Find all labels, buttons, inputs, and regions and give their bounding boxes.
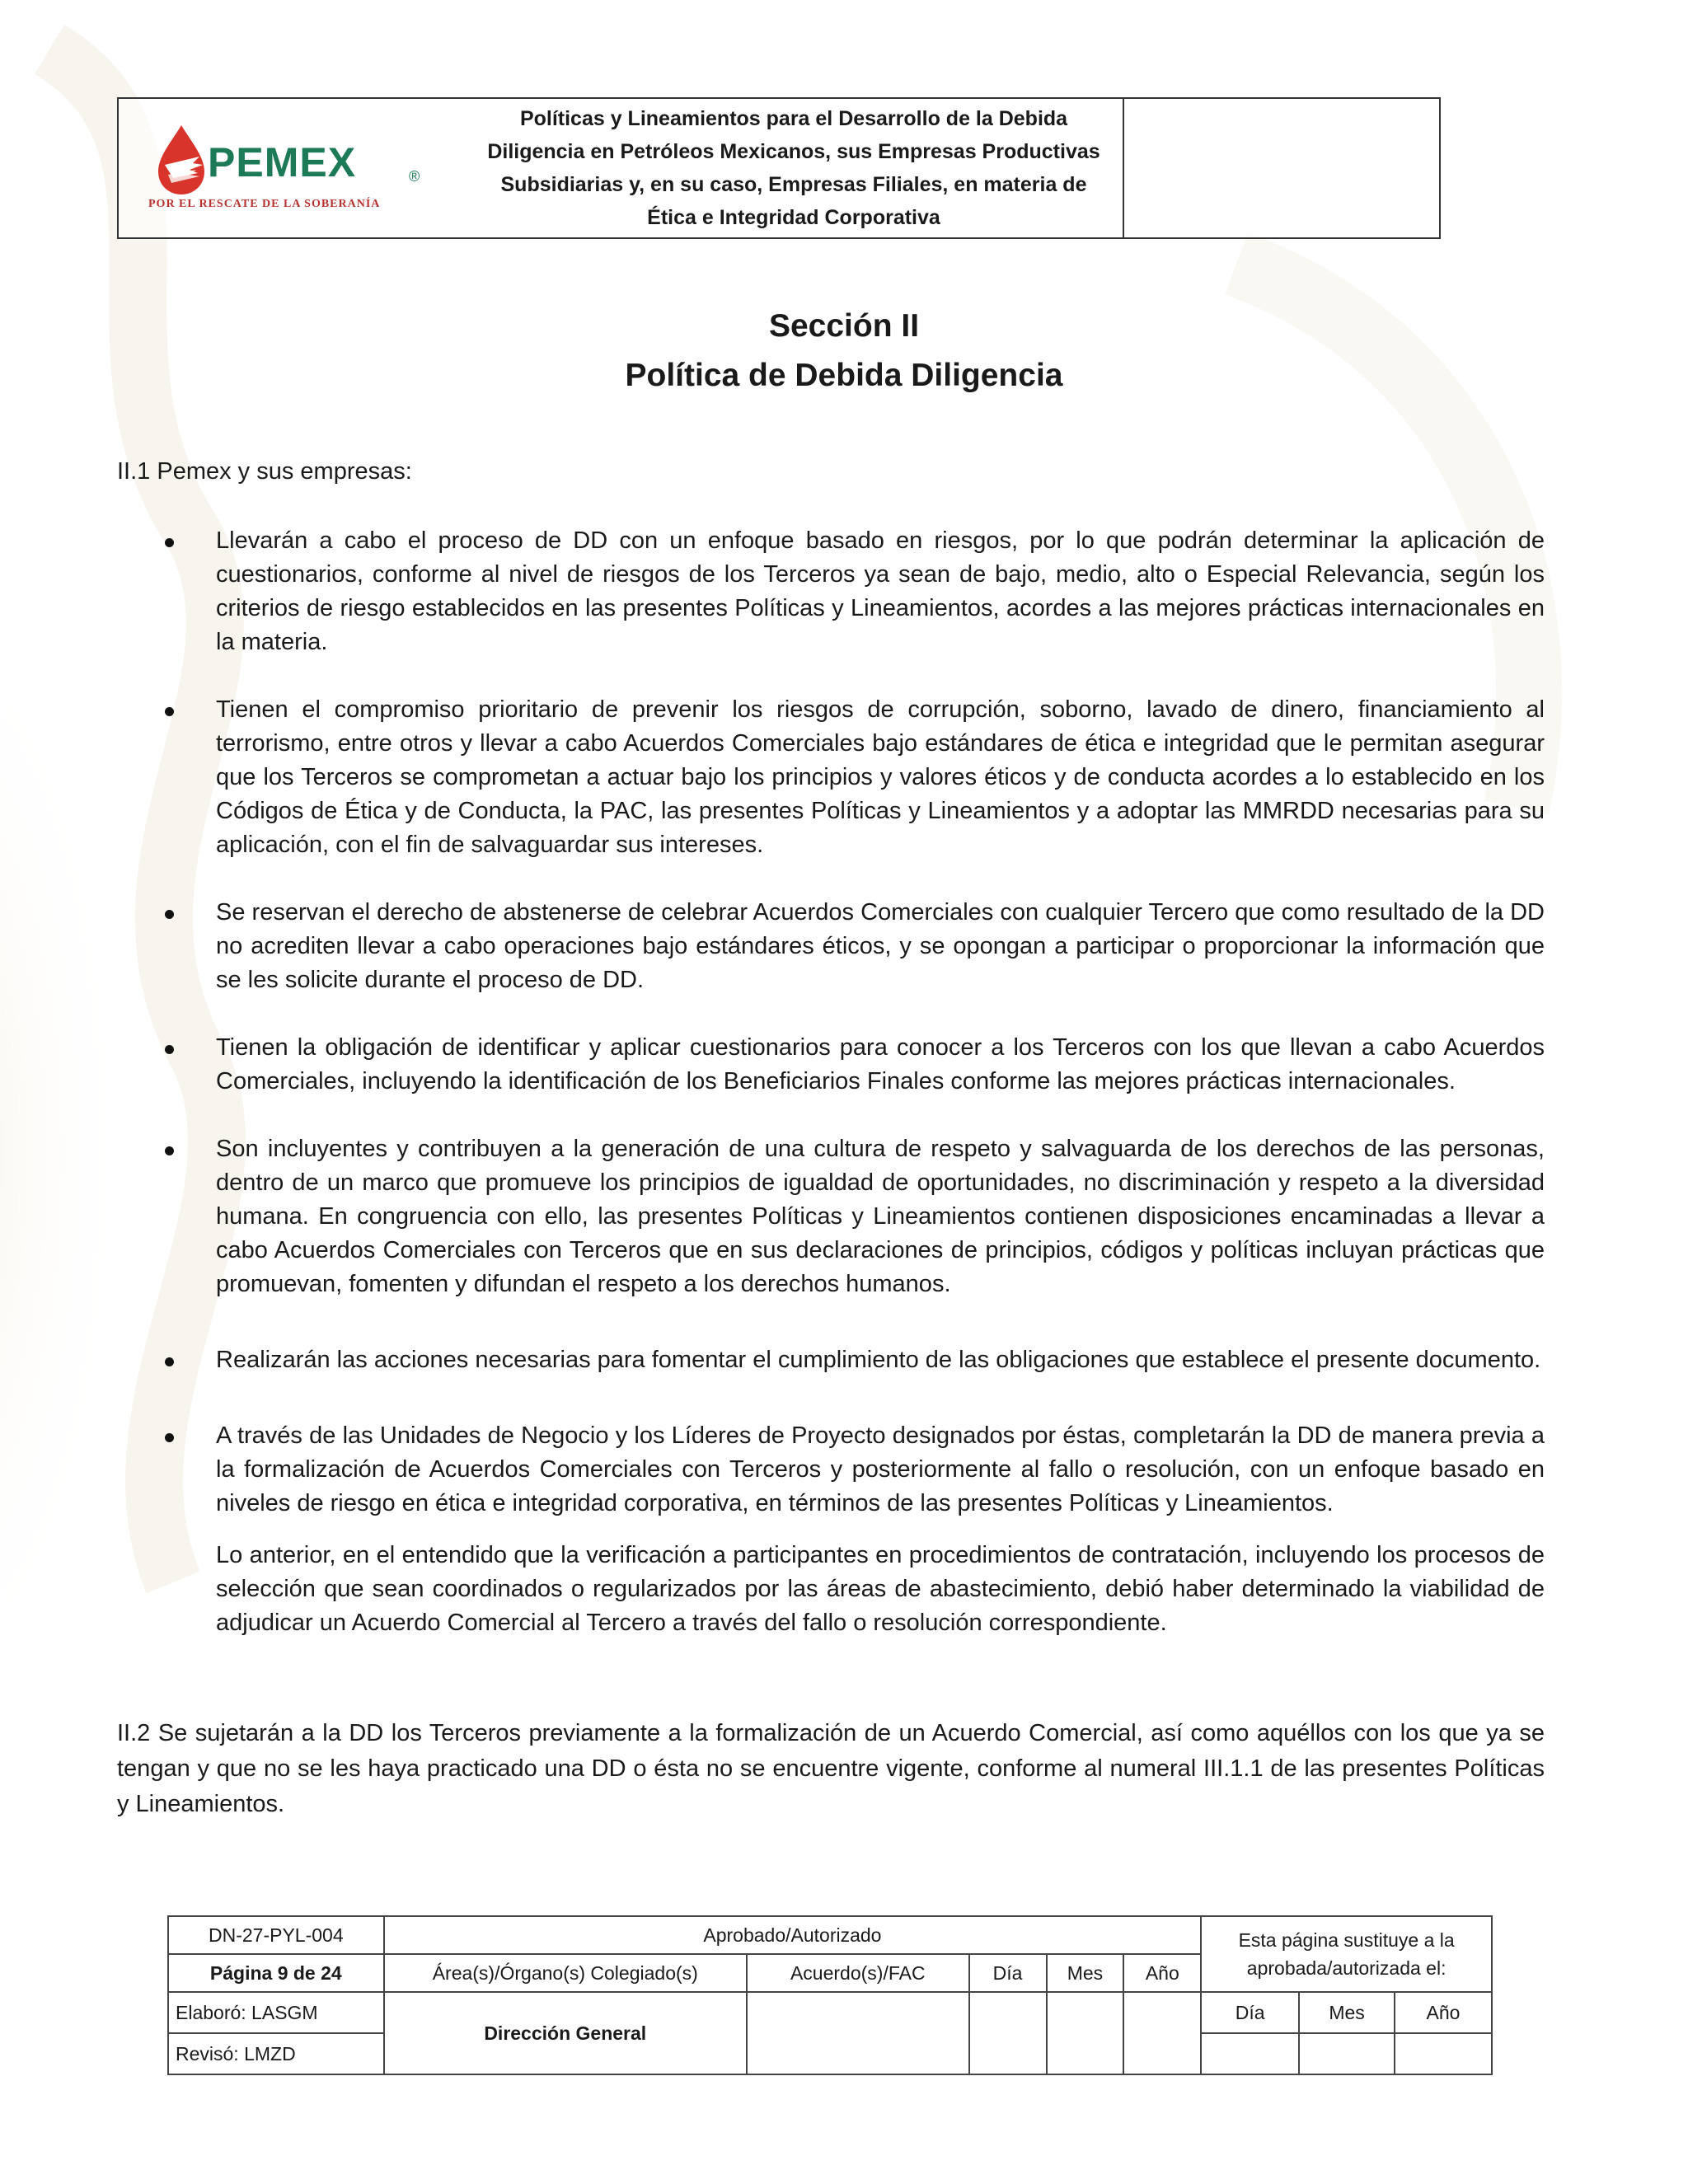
list-item (117, 896, 1545, 997)
doc-code: DN-27-PYL-004 (168, 1916, 384, 1954)
day-cell (969, 1992, 1047, 2074)
list-item-text: Se reservan el derecho de abstenerse de celebrar Acuerdos Comerciales con cualquier Tercero que como resultado de la DD no acrediten llevar a cabo operaciones bajo estándares éticos, y se opongan a participar o proporcionar la información que se les solicite durante el proceso de DD. (216, 899, 1545, 993)
month-cell (1047, 1992, 1124, 2074)
list-item-text: Llevarán a cabo el proceso de DD con un enfoque basado en riesgos, por lo que podrán determinar la aplicación de cuestionarios, conforme al nivel de riesgos de los Terceros ya sean de bajo, medio, alto o Especial Relevancia, según los criterios de riesgo establecidos en las presentes Políticas y Lineamientos, acordes a las mejores prácticas internacionales en la materia. (216, 527, 1545, 655)
bullet-icon (165, 1433, 174, 1442)
bullet-icon (165, 910, 174, 919)
approved-header: Aprobado/Autorizado (384, 1916, 1202, 1954)
replaces-year-header: Año (1395, 1992, 1492, 2033)
reviewed-by: Revisó: LMZD (168, 2033, 384, 2074)
replaces-year-cell (1395, 2033, 1492, 2074)
replaces-day-header: Día (1201, 1992, 1299, 2033)
bullet-icon (165, 707, 174, 716)
replaces-label: Esta página sustituye a la aprobada/autorizada el: (1201, 1916, 1492, 1992)
agreement-header: Acuerdo(s)/FAC (747, 1954, 969, 1992)
list-item (117, 1132, 1545, 1301)
document-header (117, 97, 1441, 239)
section-number: Sección II (768, 308, 920, 344)
list-item (117, 1343, 1545, 1377)
year-cell (1123, 1992, 1201, 2074)
bullet-icon (165, 1146, 174, 1155)
list-item-text: A través de las Unidades de Negocio y los Líderes de Proyecto designados por éstas, completarán la DD de manera previa a la formalización de Acuerdos Comerciales con Terceros y posteriormente al fallo o resolución, con un enfoque basado en niveles de riesgo en ética e integridad corporativa, en términos de las presentes Políticas y Lineamientos. (216, 1422, 1545, 1516)
section-ii2-paragraph: II.2 Se sujetarán a la DD los Terceros previamente a la formalización de un Acuerdo Comercial, así como aquéllos con los que ya se tengan y que no se les haya practicado una DD o ésta no se encuentre vigente, conforme al numeral III.1.1 de las presentes Políticas y Lineamientos. (117, 1720, 1545, 1817)
logo-cell (119, 99, 465, 237)
bullet-icon (165, 538, 174, 547)
footer-table (167, 1915, 1493, 2075)
bullet-icon (165, 1045, 174, 1054)
list-item-text: Tienen el compromiso prioritario de prevenir los riesgos de corrupción, soborno, lavado de dinero, financiamiento al terrorismo, entre otros y llevar a cabo Acuerdos Comerciales bajo estándares de ética e integridad que le permitan asegurar que los Terceros se comprometan a actuar bajo los principios y valores éticos y de conducta acordes a lo establecido en los Códigos de Ética y de Conducta, la PAC, las presentes Políticas y Lineamientos y a adoptar las MMRDD necesarias para su aplicación, con el fin de salvaguardar sus intereses. (216, 696, 1545, 858)
list-item-text: Tienen la obligación de identificar y aplicar cuestionarios para conocer a los Terceros con los que llevan a cabo Acuerdos Comerciales, incluyendo la identificación de los Beneficiarios Finales conforme las mejores prácticas internacionales. (216, 1034, 1545, 1094)
day-header: Día (969, 1954, 1047, 1992)
list-item (117, 1419, 1545, 1640)
bullet-list (117, 524, 1545, 1640)
list-item-text: Son incluyentes y contribuyen a la generación de una cultura de respeto y salvaguarda de los derechos de las personas, dentro de un marco que promueve los principios de igualdad de oportunidades, no discriminación y respeto a la diversidad humana. En congruencia con ello, las presentes Políticas y Lineamientos contienen disposiciones encaminadas a llevar a cabo Acuerdos Comerciales con Terceros que en sus declaraciones de principios, códigos y políticas incluyan prácticas que promuevan, fomenten y difundan el respeto a los derechos humanos. (216, 1136, 1545, 1297)
pemex-eagle-icon (148, 124, 214, 198)
area-header: Área(s)/Órgano(s) Colegiado(s) (384, 1954, 747, 1992)
direction-cell: Dirección General (384, 1992, 747, 2074)
header-blank-cell (1123, 99, 1439, 237)
elaborated-by: Elaboró: LASGM (168, 1992, 384, 2033)
list-item (117, 524, 1545, 659)
replaces-day-cell (1201, 2033, 1299, 2074)
logo-tagline: POR EL RESCATE DE LA SOBERANÍA (148, 198, 381, 210)
bullet-icon (165, 1357, 174, 1366)
agreement-cell (747, 1992, 969, 2074)
page-number: Página 9 de 24 (168, 1954, 384, 1992)
replaces-month-header: Mes (1299, 1992, 1395, 2033)
month-header: Mes (1047, 1954, 1124, 1992)
document-title: Políticas y Lineamientos para el Desarrollo de la Debida Diligencia en Petróleos Mexicanos, sus Empresas Productivas Subsidiarias y, en su caso, Empresas Filiales, en materia de Ética e Integridad Corporativa (487, 107, 1100, 229)
list-item-text: Realizarán las acciones necesarias para fomentar el cumplimiento de las obligaciones que establece el presente documento. (216, 1347, 1541, 1373)
intro-paragraph: II.1 Pemex y sus empresas: (117, 458, 412, 485)
year-header: Año (1123, 1954, 1201, 1992)
logo-wordmark: PEMEX (208, 139, 357, 185)
list-item (117, 693, 1545, 862)
section-title: Política de Debida Diligencia (625, 358, 1063, 393)
replaces-month-cell (1299, 2033, 1395, 2074)
list-item-followup: Lo anterior, en el entendido que la verificación a participantes en procedimientos de contratación, incluyendo los procesos de selección que sean coordinados o regularizados por las áreas de abastecimiento, debió haber determinado la viabilidad de adjudicar un Acuerdo Comercial al Tercero a través del fallo o resolución correspondiente. (216, 1542, 1545, 1636)
registered-mark: ® (409, 168, 420, 185)
list-item (117, 1031, 1545, 1099)
